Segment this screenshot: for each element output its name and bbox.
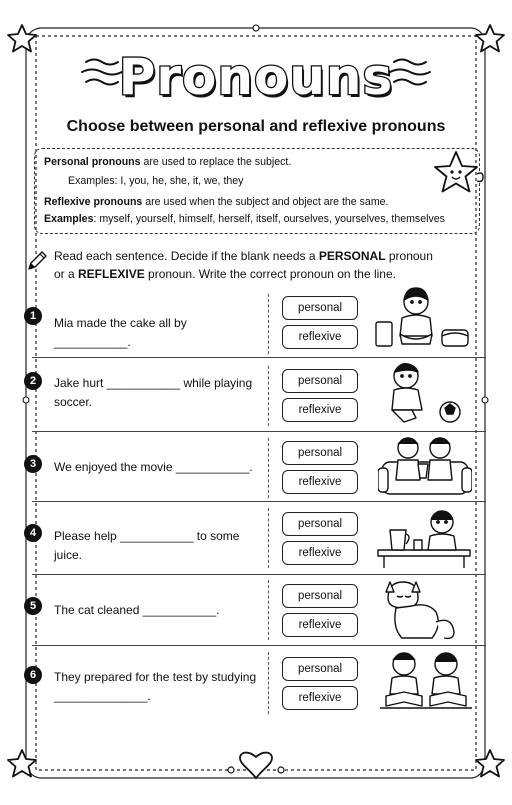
star-icon xyxy=(8,750,36,777)
worksheet-subtitle: Choose between personal and reflexive pronouns xyxy=(66,118,446,135)
question-text: Jake hurt ___________ while playing soccer. xyxy=(54,376,253,409)
reflexive-definition: Reflexive pronouns are used when the subject and object are the same. xyxy=(44,196,389,208)
option-reflexive[interactable]: reflexive xyxy=(282,398,358,422)
option-personal[interactable]: personal xyxy=(282,657,358,681)
section-divider xyxy=(32,574,486,575)
girl-with-juice-illustration xyxy=(376,504,472,570)
question-number: 1 xyxy=(24,307,42,325)
divider-dashed xyxy=(268,580,269,640)
kids-watching-movie-illustration xyxy=(378,432,472,500)
option-reflexive[interactable]: reflexive xyxy=(282,325,358,349)
divider-dashed xyxy=(268,294,269,354)
option-reflexive[interactable]: reflexive xyxy=(282,613,358,637)
boy-hurt-knee-illustration xyxy=(380,360,472,428)
divider-dashed xyxy=(268,438,269,498)
personal-definition: Personal pronouns are used to replace the subject. xyxy=(44,156,292,168)
heart-icon xyxy=(240,753,272,778)
question-number: 6 xyxy=(24,666,42,684)
worksheet-title: Pronouns xyxy=(118,48,394,106)
divider-dashed xyxy=(268,508,269,568)
girl-baking-cake-illustration xyxy=(372,284,476,354)
option-personal[interactable]: personal xyxy=(282,512,358,536)
question-number: 5 xyxy=(24,597,42,615)
section-divider xyxy=(32,357,486,358)
option-reflexive[interactable]: reflexive xyxy=(282,541,358,565)
divider-dashed xyxy=(268,366,269,426)
star-icon xyxy=(476,750,504,777)
question-text: They prepared for the test by studying ______________. xyxy=(54,670,257,703)
section-divider xyxy=(32,501,486,502)
question-text: Please help ___________ to some juice. xyxy=(54,529,240,562)
section-divider xyxy=(32,645,486,646)
kids-studying-illustration xyxy=(378,648,474,714)
cat-cleaning-illustration xyxy=(382,576,462,642)
star-mascot-icon xyxy=(428,150,492,202)
option-personal[interactable]: personal xyxy=(282,296,358,320)
question-number: 2 xyxy=(24,372,42,390)
question-number: 3 xyxy=(24,455,42,473)
option-reflexive[interactable]: reflexive xyxy=(282,686,358,710)
instructions-line-1: Read each sentence. Decide if the blank needs a PERSONAL pronoun xyxy=(54,249,433,263)
question-text: Mia made the cake all by ___________. xyxy=(54,316,187,349)
option-reflexive[interactable]: reflexive xyxy=(282,470,358,494)
divider-dashed xyxy=(268,652,269,714)
option-personal[interactable]: personal xyxy=(282,584,358,608)
option-personal[interactable]: personal xyxy=(282,369,358,393)
personal-examples: Examples: I, you, he, she, it, we, they xyxy=(68,175,244,187)
question-text: We enjoyed the movie ___________. xyxy=(54,460,253,474)
pencil-icon xyxy=(26,250,48,272)
option-personal[interactable]: personal xyxy=(282,441,358,465)
question-number: 4 xyxy=(24,524,42,542)
question-text: The cat cleaned ___________. xyxy=(54,603,220,617)
reflexive-examples: Examples: myself, yourself, himself, herself, itself, ourselves, yourselves, themselves xyxy=(44,213,445,225)
instructions-line-2: or a REFLEXIVE pronoun. Write the correct pronoun on the line. xyxy=(54,267,396,281)
